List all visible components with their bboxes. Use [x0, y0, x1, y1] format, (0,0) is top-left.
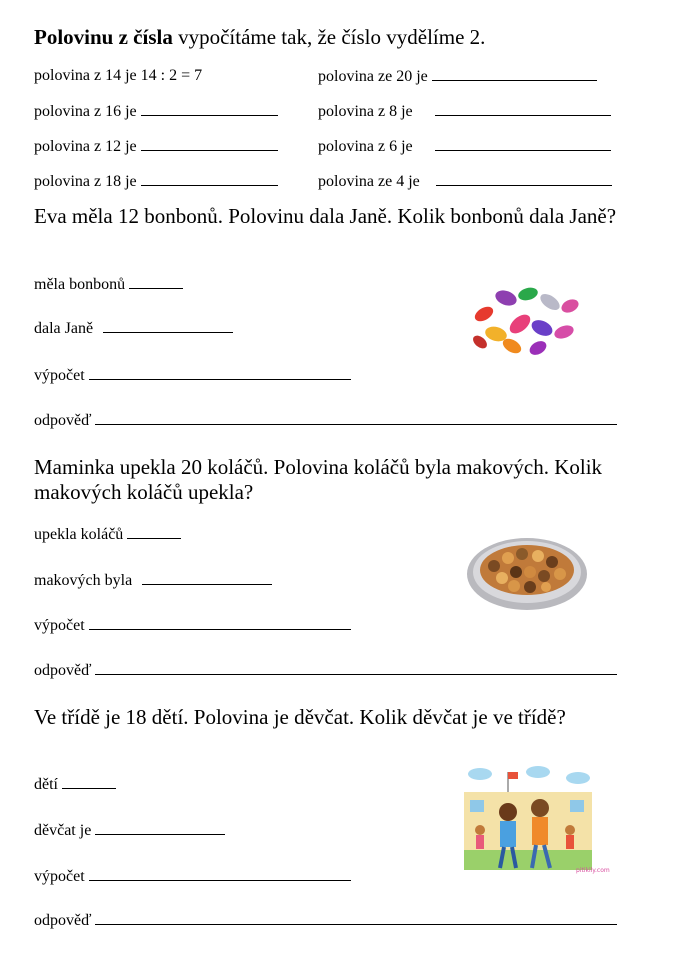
task3-text: Ve třídě je 18 dětí. Polovina je děvčat. Kolik děvčat je ve třídě?: [34, 705, 566, 729]
answer-line[interactable]: [436, 171, 612, 186]
task2-field-1: [34, 524, 181, 545]
field-label: upekla koláčů: [34, 526, 124, 543]
watermark-text: pitikily.com: [576, 867, 610, 874]
half-item-1: [34, 66, 202, 86]
task1-field-1: [34, 274, 183, 295]
field-label: dala Janě: [34, 320, 94, 337]
half-item-6: [318, 136, 611, 157]
answer-line[interactable]: [95, 410, 617, 425]
candy-icon: [471, 286, 581, 358]
task3-field-4: [34, 910, 617, 931]
half-item-label: polovina z 12 je: [34, 138, 137, 155]
half-item-4: [318, 101, 611, 122]
half-item-2: [318, 66, 597, 87]
half-item-5: [34, 136, 278, 157]
half-item-label: polovina z 8 je: [318, 103, 413, 120]
half-item-label: polovina z 18 je: [34, 173, 137, 190]
answer-line[interactable]: [95, 820, 225, 835]
half-item-7: [34, 171, 278, 192]
field-label: výpočet: [34, 868, 85, 885]
half-item-label: polovina z 14 je 14 : 2 = 7: [34, 67, 203, 84]
half-item-label: polovina z 16 je: [34, 103, 137, 120]
task3-field-3: [34, 866, 351, 887]
heading-rest: vypočítáme tak, že číslo vydělíme 2.: [172, 25, 486, 49]
task2-field-2: [34, 570, 272, 591]
field-label: děvčat je: [34, 822, 92, 839]
worksheet-heading: [34, 24, 485, 50]
field-label: měla bonbonů: [34, 276, 126, 293]
half-item-3: [34, 101, 278, 122]
field-label: výpočet: [34, 367, 85, 384]
half-item-label: polovina ze 4 je: [318, 173, 420, 190]
answer-line[interactable]: [89, 615, 351, 630]
field-label: odpověď: [34, 912, 92, 929]
task3-field-2: [34, 820, 225, 841]
answer-line[interactable]: [141, 101, 278, 116]
answer-line[interactable]: [129, 274, 183, 289]
field-label: dětí: [34, 776, 58, 793]
task1-field-4: [34, 410, 617, 431]
half-item-label: polovina ze 20 je: [318, 68, 428, 85]
half-item-8: [318, 171, 612, 192]
task2-field-4: [34, 660, 617, 681]
task3-field-1: [34, 774, 116, 795]
task1-field-3: [34, 365, 351, 386]
answer-line[interactable]: [62, 774, 116, 789]
candies-picture: [466, 276, 586, 360]
answer-line[interactable]: [127, 524, 181, 539]
answer-line[interactable]: [432, 66, 597, 81]
children-picture: [458, 764, 610, 876]
field-label: odpověď: [34, 412, 92, 429]
answer-line[interactable]: [141, 136, 278, 151]
task2-text: Maminka upekla 20 koláčů. Polovina koláčů byla makových. Kolik makových koláčů upekla?: [34, 455, 603, 504]
answer-line[interactable]: [95, 660, 617, 675]
answer-line[interactable]: [89, 866, 351, 881]
answer-line[interactable]: [141, 171, 278, 186]
field-label: makových byla: [34, 572, 133, 589]
answer-line[interactable]: [142, 570, 272, 585]
half-item-label: polovina z 6 je: [318, 138, 413, 155]
cake-tray-picture: [464, 532, 590, 614]
task1-text: Eva měla 12 bonbonů. Polovinu dala Janě. Kolik bonbonů dala Janě?: [34, 204, 617, 228]
answer-line[interactable]: [103, 318, 233, 333]
heading-bold: Polovinu z čísla: [34, 25, 173, 49]
answer-line[interactable]: [95, 910, 617, 925]
field-label: odpověď: [34, 662, 92, 679]
field-label: výpočet: [34, 617, 85, 634]
cake-tray-icon: [467, 538, 587, 610]
task1-field-2: [34, 318, 233, 339]
answer-line[interactable]: [435, 101, 611, 116]
task2-field-3: [34, 615, 351, 636]
answer-line[interactable]: [435, 136, 611, 151]
answer-line[interactable]: [89, 365, 351, 380]
children-icon: [458, 764, 610, 876]
